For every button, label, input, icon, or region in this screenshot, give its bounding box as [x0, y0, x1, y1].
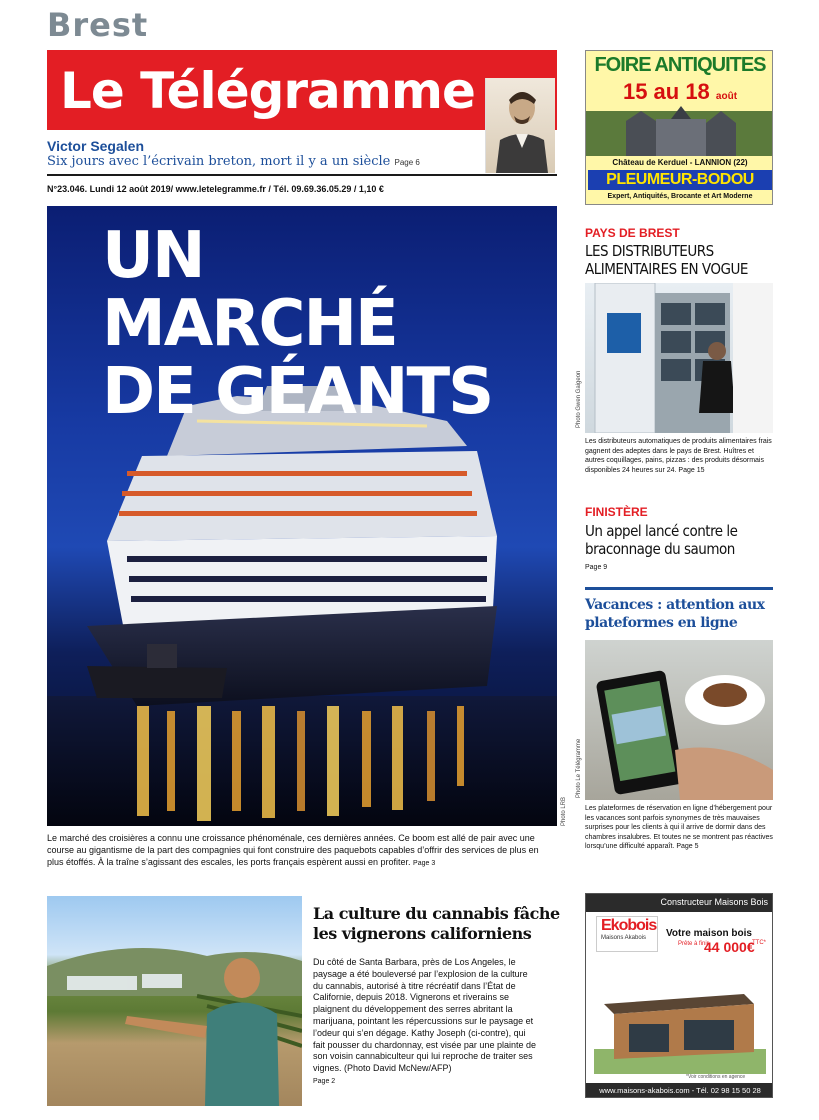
story3-body: Les plateformes de réservation en ligne d’hébergement pour les vacances sont parfois synonymes de très mauvaises surprises pour les clients à qui il arrive de dormir dans des chambres insalubres. Et toutes ne se montrent pas réactives lorsqu’une difficulté apparaît.	[585, 805, 773, 850]
ad-dates-range: 15 au 18	[622, 79, 710, 104]
story2-section[interactable]: FINISTÈRE	[585, 505, 648, 519]
ad-dates-month: août	[715, 91, 738, 102]
ad-title-part-2: ANTIQUITES	[654, 54, 766, 76]
portrait-segalen	[485, 78, 555, 173]
issue-info: N°23.046. Lundi 12 août 2019/ www.letelegramme.fr / Tél. 09.69.36.05.29 / 1,10 €	[47, 184, 384, 194]
ad-note: *Voir conditions en agence	[686, 1074, 746, 1080]
ad-offer-from: Prête à finir	[678, 941, 709, 947]
story1-headline[interactable]: LES DISTRIBUTEURS ALIMENTAIRES EN VOGUE	[585, 242, 748, 278]
vending-machine-photo[interactable]	[585, 283, 773, 433]
ad-city: PLEUMEUR-BODOU	[588, 170, 772, 190]
story1-section[interactable]: PAYS DE BREST	[585, 226, 680, 240]
story2-headline[interactable]: Un appel lancé contre le braconnage du saumon	[585, 522, 738, 558]
bottom-body-text: Du côté de Santa Barbara, près de Los Angeles, le paysage a été bouleversé par l’explosion de la culture du cannabis, autorisé à titre récréatif dans l’État de Californie, depuis 2018. Vignerons et riverains se plaignent du développement des serres abritant la marijuana, pointant les répercussions sur le paysage et l’odeur qui s’en dégage. Kathy Joseph (ci-contre), qui fait pousser du chardonnay, est visée par une plainte de son voisin cannabiculteur qui lui reproche de traiter ses vignes. (Photo David McNew/AFP)	[313, 957, 536, 1074]
story3-headline[interactable]: Vacances : attention aux plateformes en ligne	[585, 597, 765, 631]
main-caption	[47, 832, 557, 870]
story3-photo-credit: Photo Le Télégramme	[576, 738, 582, 798]
story3-text	[585, 804, 773, 852]
headline-line-1: UN MARCHÉ	[102, 219, 397, 361]
story1-body: Les distributeurs automatiques de produits alimentaires frais gagnent des adeptes dans le pays de Brest. Huîtres et autres coquillages, pains, pizzas : des produits désormais disponibles 24 heures sur 24.	[585, 438, 772, 474]
vending-machine-illustration	[585, 283, 773, 433]
main-photo-credit: Photo LRB	[561, 796, 567, 826]
main-caption-text: Le marché des croisières a connu une croissance phénoménale, ces dernières années. Ce boom est allé de pair avec une course au gigantisme de la part des compagnies qui font construire des paquebots capables d’offrir des services de plus en plus étoffés. À la traîne s’agissant des escales, les ports français espèrent aussi en profiter.	[47, 833, 539, 867]
teaser-page-ref: Page 6	[394, 158, 420, 167]
main-caption-page: Page 3	[413, 860, 436, 867]
ad-title-part-1: FOIRE	[594, 54, 651, 76]
ad-tagline: Expert, Antiquités, Brocante et Art Moderne	[607, 193, 753, 200]
ad-bottom-header: Constructeur Maisons Bois	[586, 894, 773, 912]
header-divider	[47, 174, 557, 176]
story3-page-ref: Page 5	[676, 843, 699, 850]
phone-illustration	[585, 640, 773, 800]
ad-dates	[590, 79, 770, 105]
edition-label: Brest	[47, 6, 149, 44]
vineyard-photo[interactable]	[47, 896, 302, 1106]
story1-page-ref: Page 15	[678, 466, 705, 474]
story3-divider	[585, 587, 773, 590]
wood-house-ad[interactable]	[585, 893, 773, 1098]
ad-offer-ttc: TTC*	[752, 940, 766, 946]
bottom-headline[interactable]: La culture du cannabis fâche les vignerons californiens	[313, 904, 560, 943]
teaser-sub-text: Six jours avec l’écrivain breton, mort il y a un siècle	[47, 154, 391, 169]
phone-booking-photo[interactable]	[585, 640, 773, 800]
bottom-page-ref: Page 2	[313, 1077, 336, 1085]
wood-house-illustration	[594, 964, 766, 1074]
masthead-title[interactable]: Le Télégramme	[60, 62, 475, 120]
headline-line-2: DE GÉANTS	[102, 355, 493, 429]
ad-offer-title: Votre maison bois	[666, 928, 752, 939]
ad-title	[590, 54, 770, 76]
teaser-subheading[interactable]	[47, 154, 420, 169]
ad-bottom-footer: www.maisons-akabois.com - Tél. 02 98 15 50 28	[586, 1083, 773, 1098]
bottom-article-body	[313, 957, 538, 1088]
teaser-heading[interactable]: Victor Segalen	[47, 138, 145, 154]
main-headline[interactable]	[102, 219, 502, 429]
ekobois-logo	[596, 916, 658, 952]
story1-text	[585, 437, 773, 475]
vineyard-illustration	[47, 896, 302, 1106]
ad-offer-price: 44 000€	[704, 939, 755, 955]
story1-photo-credit: Photo Gwen Gaigeon	[576, 370, 582, 428]
ad-brand: Ekobois	[601, 917, 657, 934]
ad-venue: Château de Kerduel - LANNION (22)	[612, 158, 748, 167]
ad-brand-sub: Maisons Akabois	[601, 935, 647, 941]
story2-page-ref: Page 9	[585, 564, 608, 571]
